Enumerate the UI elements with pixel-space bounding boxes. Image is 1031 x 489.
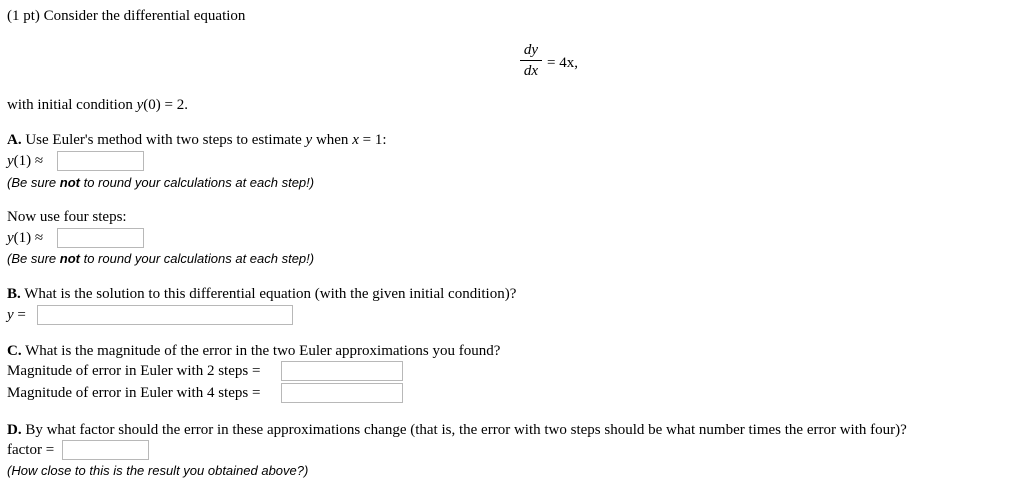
- part-c-prompt: [7, 342, 500, 360]
- part-c-label-4-steps: Magnitude of error in Euler with 4 steps =: [7, 385, 261, 401]
- part-a-label-rest: (1) ≈: [13, 153, 44, 169]
- part-d-letter: D.: [7, 422, 22, 438]
- part-d-prompt: [7, 421, 907, 439]
- part-b-answer-input[interactable]: [37, 305, 293, 325]
- part-d-text: By what factor should the error in these approximations change (that is, the error with two steps should be what number times the error with four)?: [21, 422, 907, 438]
- initial-prefix: with initial condition: [7, 97, 137, 113]
- part-b-label-rest: =: [13, 307, 26, 323]
- part-a2-prompt: Now use four steps:: [7, 209, 127, 225]
- part-b-text: What is the solution to this differential equation (with the given initial condition)?: [20, 286, 517, 302]
- part-a-letter: A.: [7, 132, 22, 148]
- part-c-answer-4-steps-input[interactable]: [281, 383, 403, 403]
- part-a2-label-rest: (1) ≈: [13, 230, 44, 246]
- fraction-bar: [520, 60, 542, 61]
- initial-condition: [7, 96, 188, 114]
- part-a-hint-post: to round your calculations at each step!): [79, 175, 315, 190]
- part-d-hint: (How close to this is the result you obtained above?): [7, 463, 309, 478]
- part-d-answer-input[interactable]: [62, 440, 149, 460]
- part-c-label-2-steps: Magnitude of error in Euler with 2 steps =: [7, 363, 261, 379]
- part-c-answer-2-steps-input[interactable]: [281, 361, 403, 381]
- initial-y: y: [136, 97, 144, 113]
- part-a-text-1: Use Euler's method with two steps to estimate: [21, 132, 306, 148]
- part-a-label-y: y: [7, 153, 14, 169]
- part-a-text-3: = 1:: [358, 132, 387, 148]
- part-c-text: What is the magnitude of the error in the two Euler approximations you found?: [21, 343, 501, 359]
- part-a-hint-not: not: [59, 175, 80, 190]
- initial-rest: (0) = 2.: [143, 97, 188, 113]
- equation-fraction: [520, 41, 542, 80]
- equation-rhs: = 4x,: [547, 55, 578, 71]
- part-a2-hint-pre: (Be sure: [7, 251, 60, 266]
- fraction-numerator: dy: [523, 42, 539, 58]
- part-b-label-y: y: [7, 307, 14, 323]
- part-a2-label-y: y: [7, 230, 14, 246]
- part-a2-hint: [7, 250, 314, 268]
- part-a-text-2: when: [312, 132, 353, 148]
- part-a-hint-pre: (Be sure: [7, 175, 60, 190]
- part-a2-answer-label: [7, 229, 43, 247]
- part-a-answer-label: [7, 152, 43, 170]
- part-b-letter: B.: [7, 286, 21, 302]
- part-a-var-x: x: [352, 132, 359, 148]
- part-d-answer-label: factor =: [7, 442, 55, 458]
- part-a-hint: [7, 174, 314, 192]
- part-b-prompt: [7, 285, 516, 303]
- fraction-denominator: dx: [523, 63, 539, 79]
- part-a-var-y: y: [305, 132, 313, 148]
- part-a-answer-input[interactable]: [57, 151, 144, 171]
- part-a2-hint-post: to round your calculations at each step!): [79, 251, 315, 266]
- part-a2-hint-not: not: [59, 251, 80, 266]
- part-a2-answer-input[interactable]: [57, 228, 144, 248]
- problem-intro: (1 pt) Consider the differential equation: [7, 8, 246, 24]
- part-b-answer-label: [7, 306, 26, 324]
- part-a-prompt: [7, 131, 387, 149]
- part-c-letter: C.: [7, 343, 22, 359]
